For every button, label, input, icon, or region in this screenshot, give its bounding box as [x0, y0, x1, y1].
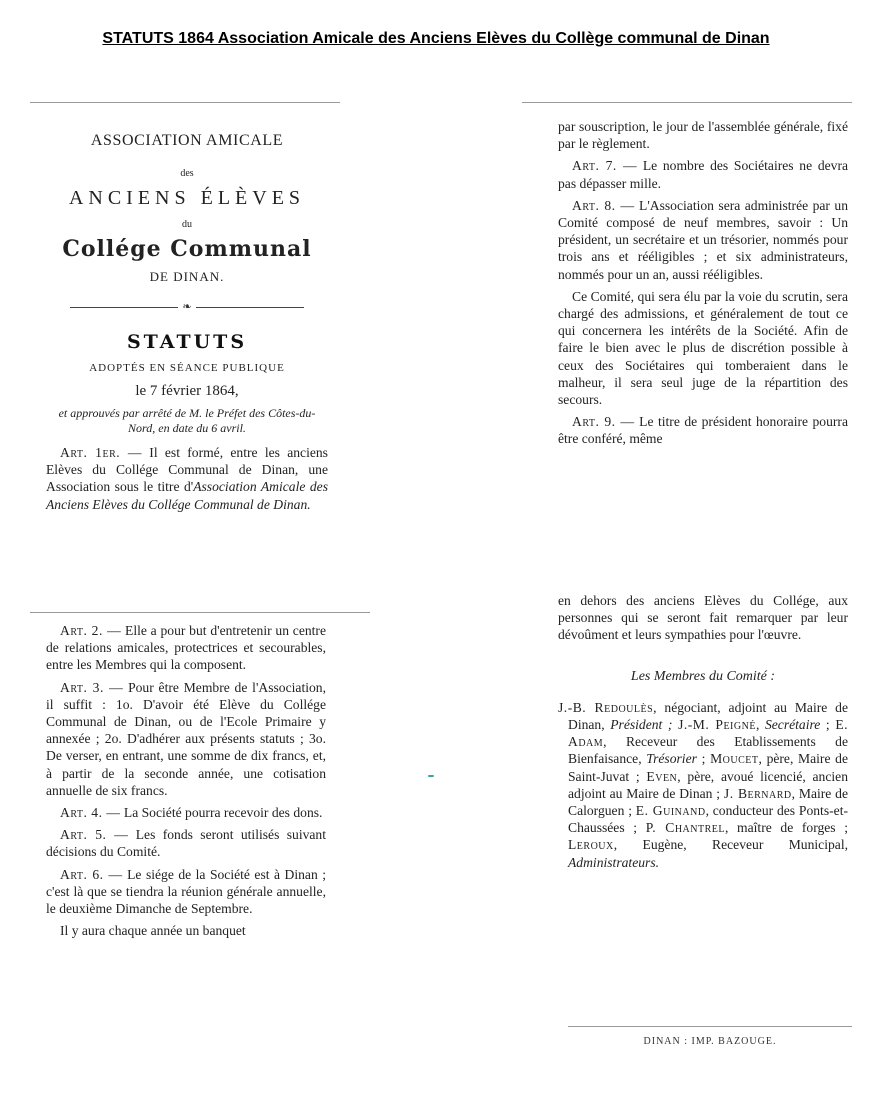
article-text: Les fonds seront utilisés suivant décisions du Comité. — [46, 827, 326, 860]
article-text: Le siége de la Société est à Dinan ; c'est là que se tiendra la réunion générale annuelle, le deuxième Dimanche de Septembre. — [46, 866, 326, 917]
article-6-banquet: Il y aura chaque année un banquet — [60, 923, 246, 939]
left-column-upper — [46, 132, 328, 518]
article-9 — [558, 413, 848, 447]
committee-heading: Les Membres du Comité : — [630, 668, 776, 684]
right-column-lower — [558, 592, 848, 876]
member-name: E. Adam — [568, 717, 849, 750]
article-text: Pour être Membre de l'Association, il suffit : 1o. D'avoir été Elève du Collége Communal de Dinan, ou de l'Ecole Primaire y annexée ; 2o. D'adhérer aux présents statuts ; 3o. De verser, en entrant, une somme de dix francs, et, à partir de la seconde année, une cotisation annuelle de six francs. — [46, 679, 326, 798]
member-role: , Maire de Calorguen ; — [568, 785, 849, 819]
member-title: Président ; — [610, 717, 673, 733]
divider — [30, 612, 370, 613]
association-title: Association Amicale des Anciens Elèves du Collége Communal de Dinan. — [46, 479, 328, 512]
article-5 — [46, 826, 326, 860]
masthead-line2: ANCIENS ÉLÈVES — [68, 187, 306, 210]
article-8 — [558, 197, 848, 283]
article-label: Art. 5. — — [60, 827, 129, 843]
article-label: Art. 6. — — [60, 866, 123, 882]
masthead-du: du — [182, 218, 192, 230]
article-label: Art. 9. — — [572, 414, 635, 430]
member-role: , conducteur des Ponts-et-Chaussées ; — [568, 803, 848, 836]
divider — [568, 1026, 852, 1027]
approval-note: et approuvés par arrêté de M. le Préfet des Côtes-du-Nord, en date du 6 avril. — [58, 406, 316, 436]
member-name: E. Guinand — [635, 803, 706, 819]
printer-imprint: DINAN : IMP. BAZOUGE. — [643, 1036, 777, 1047]
article-1 — [46, 444, 328, 513]
member-name: J.-M. Peigné — [678, 717, 756, 733]
article-text: Le titre de président honoraire pourra être conféré, même — [558, 414, 848, 447]
member-name: P. Chantrel — [645, 820, 726, 836]
member-name: Moucet — [710, 751, 759, 767]
article-text: L'Association sera administrée par un Comité composé de neuf membres, savoir : Un président, un secrétaire et un trésorier, nommés pour trois ans et rééligibles ; et six administrateurs, nommés pour un an, aussi rééligibles. — [558, 197, 848, 282]
member-title: Secrétaire — [764, 717, 821, 733]
masthead-des: des — [180, 168, 194, 180]
member-name: J.-B. Redoulès — [558, 699, 654, 715]
article-text: Elle a pour but d'entretenir un centre de relations amicales, protectrices et secourables, entre les Membres qui la composent. — [46, 623, 326, 673]
member-name: J. Bernard — [723, 785, 792, 801]
ornament-rule — [70, 307, 178, 308]
article-9-continued: en dehors des anciens Elèves du Collége, aux personnes qui se seront fait remarquer par leur dévoûment et leurs sympathies pour l'œuvre. — [558, 593, 848, 643]
member-title: Trésorier — [646, 751, 697, 767]
statuts-heading: STATUTS — [126, 331, 248, 354]
scan-speck — [428, 775, 434, 777]
masthead-line1: ASSOCIATION AMICALE — [90, 132, 284, 149]
page-title: STATUTS 1864 Association Amicale des Anciens Elèves du Collège communal de Dinan — [102, 30, 770, 47]
adoption-date: le 7 février 1864, — [135, 382, 239, 399]
masthead-line4: DE DINAN. — [149, 269, 225, 285]
divider — [30, 102, 340, 103]
member-role: , père, avoué licencié, ancien adjoint au Maire de Dinan ; — [568, 768, 848, 801]
article-text: Il est formé, entre les anciens Elèves du Collége Communal de Dinan, une Association sous le titre d' — [46, 445, 328, 495]
fleuron-icon: ❧ — [182, 301, 192, 314]
article-label: Art. 7. — — [572, 158, 638, 174]
article-label: Art. 3. — — [60, 679, 124, 695]
member-name: Leroux — [568, 837, 614, 853]
member-title: Administrateurs. — [568, 854, 660, 870]
article-label: Art. 4. — — [60, 805, 121, 821]
masthead-line3: Collége Communal — [62, 235, 312, 262]
article-2 — [46, 622, 326, 674]
right-column-upper — [558, 118, 848, 453]
article-4 — [46, 804, 326, 821]
member-role: , père, Maire de Saint-Juvat ; — [568, 751, 849, 784]
article-label: Art. 2. — — [60, 623, 122, 638]
article-7 — [558, 157, 848, 191]
article-text: Le nombre des Sociétaires ne devra pas dépasser mille. — [558, 158, 849, 191]
article-6-continued: par souscription, le jour de l'assemblée générale, fixé par le règlement. — [558, 119, 848, 152]
ornament — [46, 299, 328, 316]
member-role: , Receveur des Etablissements de Bienfaisance, — [568, 734, 848, 767]
member-role: , négociant, adjoint au Maire de Dinan, — [568, 699, 848, 733]
divider — [522, 102, 852, 103]
member-role: , Eugène, Receveur Municipal, — [613, 837, 848, 853]
article-3 — [46, 679, 326, 799]
member-name: Even — [646, 768, 678, 784]
masthead — [46, 132, 328, 436]
article-8-committee: Ce Comité, qui sera élu par la voie du scrutin, sera chargé des admissions, et généralement de tout ce qui concernera les intérêts de la Société. Afin de faire le bien avec le plus de discrétion possible à ceux des Sociétaires qui tomberaient dans le malheur, il sera seul juge de la répartition des secours. — [558, 288, 848, 408]
member-role: , maître de forges ; — [725, 820, 849, 836]
article-label: Art. 8. — — [572, 197, 635, 213]
adoption-line: ADOPTÉS EN SÉANCE PUBLIQUE — [89, 361, 285, 374]
ornament-rule — [196, 307, 304, 308]
committee-members: J.-B. Redoulès, négociant, adjoint au Maire de Dinan, Président ; J.-M. Peigné, Secrétaire ; E. Adam, Receveur des Etablissements de Bienfaisance, Trésorier ; Moucet, père, Maire de Saint-Juvat ; Even, père, avoué licencié, ancien adjoint au Maire de Dinan ; J. Bernard, Maire de Calorguen ; E. Guinand, conducteur des Ponts-et-Chaussées ; P. Chantrel, maître de forges ; Leroux, Eugène, Receveur Municipal, Administrateurs. — [558, 699, 849, 870]
article-text: La Société pourra recevoir des dons. — [123, 805, 323, 821]
article-label: Art. 1er. — — [60, 445, 143, 461]
article-6 — [46, 866, 326, 918]
left-column-lower — [46, 622, 326, 944]
